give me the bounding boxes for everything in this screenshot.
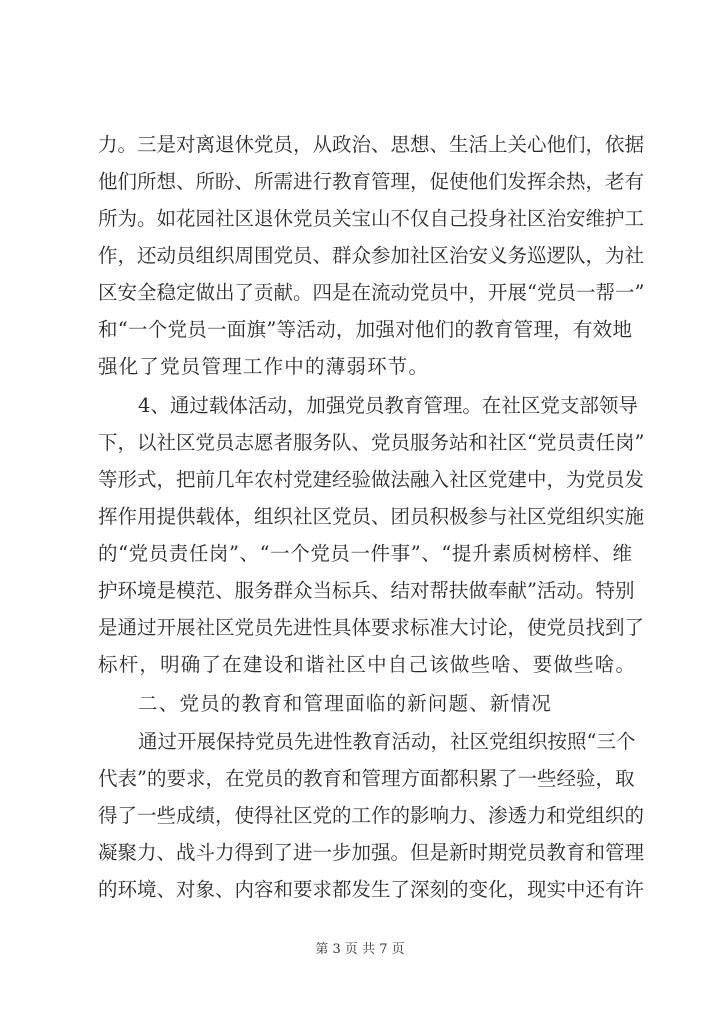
text-line: 所为。如花园社区退休党员关宝山不仅自己投身社区治安维护工 bbox=[98, 207, 645, 230]
text-line: 得了一些成绩，使得社区党的工作的影响力、渗透力和党组织的 bbox=[98, 804, 645, 827]
text-line: 4、通过载体活动，加强党员教育管理。在社区党支部领导 bbox=[138, 394, 638, 417]
text-line: 和“一个党员一面旗”等活动，加强对他们的教育管理，有效地 bbox=[98, 318, 632, 341]
text-line: 力。三是对离退休党员，从政治、思想、生活上关心他们，依据 bbox=[98, 133, 645, 156]
page-footer: 第 3 页 共 7 页 bbox=[315, 942, 405, 957]
text-line: 护环境是模范、服务群众当标兵、结对帮扶做奉献”活动。特别 bbox=[98, 579, 635, 602]
section-heading: 二、党员的教育和管理面临的新问题、新情况 bbox=[138, 692, 553, 715]
text-line: 凝聚力、战斗力得到了进一步加强。但是新时期党员教育和管理 bbox=[98, 841, 645, 864]
text-line: 挥作用提供载体，组织社区党员、团员积极参与社区党组织实施 bbox=[98, 505, 645, 528]
text-line: 作，还动员组织周围党员、群众参加社区治安义务巡逻队，为社 bbox=[98, 244, 645, 267]
text-line: 等形式，把前几年农村党建经验做法融入社区党建中，为党员发 bbox=[98, 468, 645, 491]
text-line: 他们所想、所盼、所需进行教育管理，促使他们发挥余热，老有 bbox=[98, 170, 645, 193]
text-line: 代表”的要求，在党员的教育和管理方面都积累了一些经验，取 bbox=[98, 767, 635, 790]
text-line: 通过开展保持党员先进性教育活动，社区党组织按照“三个 bbox=[138, 730, 636, 753]
text-line: 强化了党员管理工作中的薄弱环节。 bbox=[98, 355, 430, 378]
text-line: 的环境、对象、内容和要求都发生了深刻的变化，现实中还有许 bbox=[98, 878, 645, 901]
text-line: 下，以社区党员志愿者服务队、党员服务站和社区“党员责任岗” bbox=[98, 431, 645, 454]
text-line: 标杆，明确了在建设和谐社区中自己该做些啥、要做些啥。 bbox=[98, 653, 637, 676]
text-line: 区安全稳定做出了贡献。四是在流动党员中，开展“党员一帮一” bbox=[98, 281, 645, 304]
text-line: 的“党员责任岗”、“一个党员一件事”、“提升素质树榜样、维 bbox=[98, 542, 632, 565]
text-line: 是通过开展社区党员先进性具体要求标准大讨论，使党员找到了 bbox=[98, 616, 645, 639]
